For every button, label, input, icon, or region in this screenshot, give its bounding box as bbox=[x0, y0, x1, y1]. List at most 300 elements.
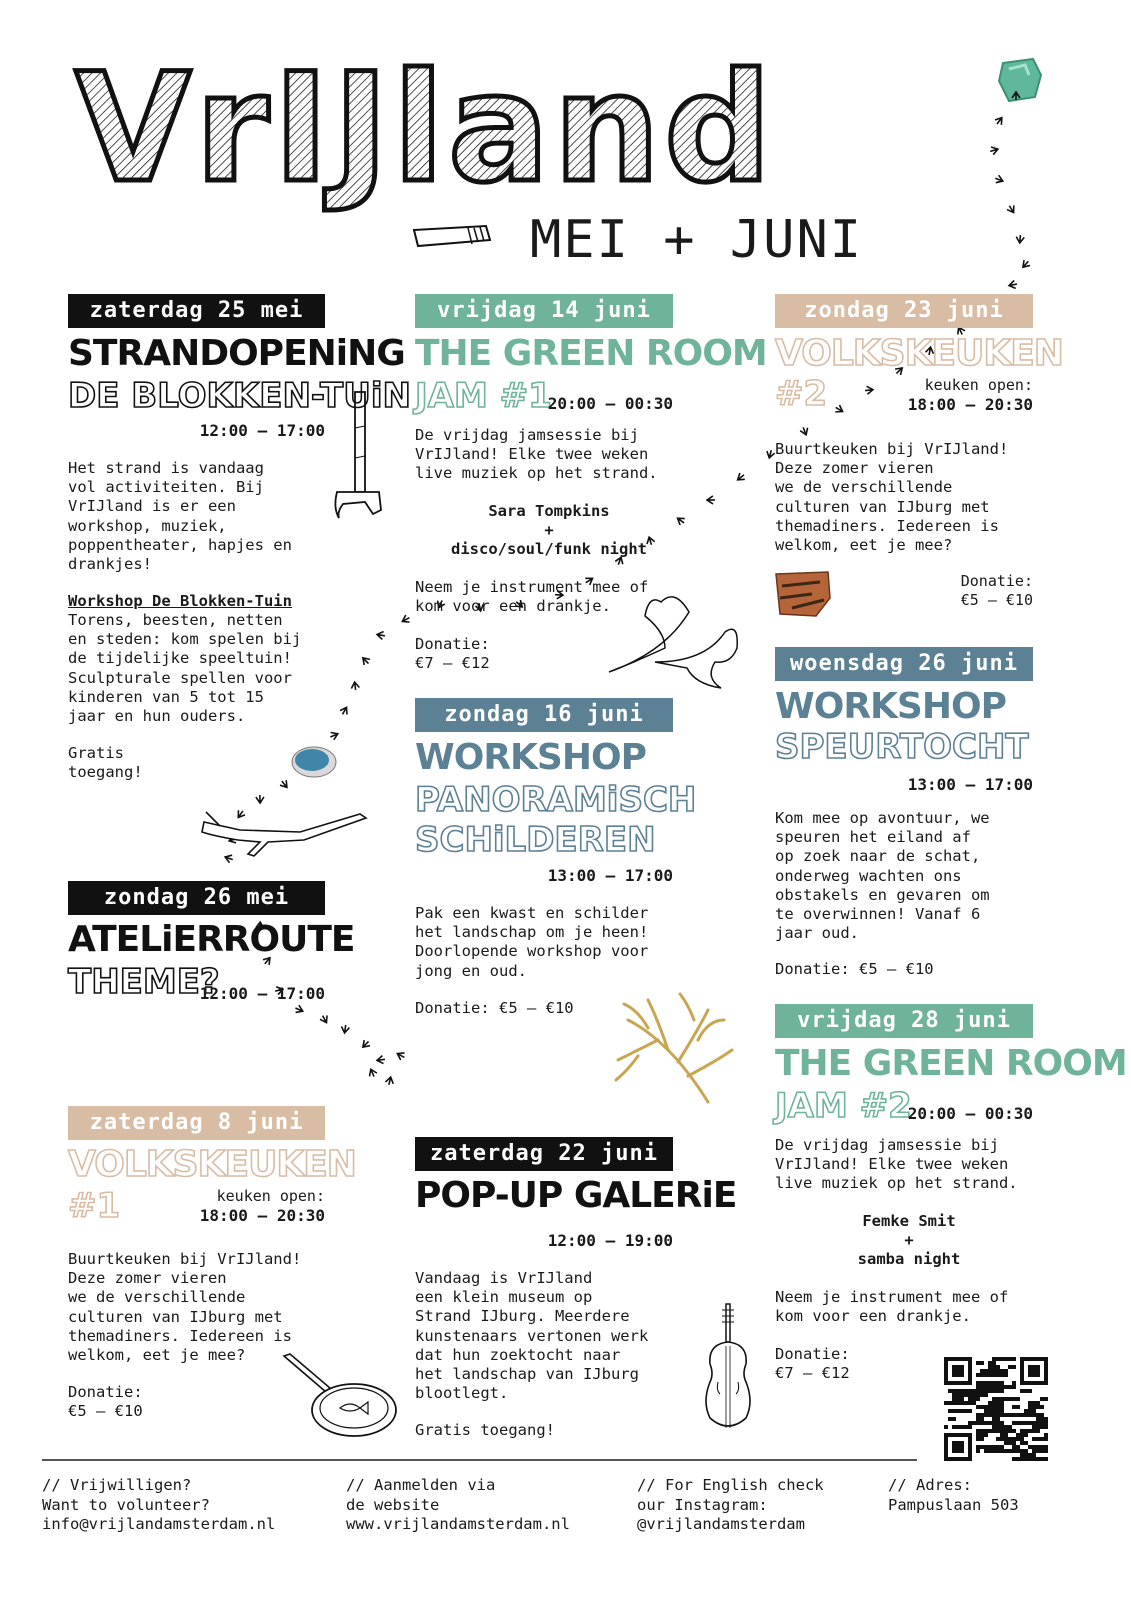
qr-module bbox=[1000, 1421, 1004, 1425]
qr-module bbox=[976, 1397, 980, 1401]
qr-module bbox=[996, 1373, 1000, 1377]
footprint-mark bbox=[339, 705, 350, 716]
qr-module bbox=[1000, 1397, 1004, 1401]
event-description: Pak een kwast en schilder het landschap om je heen! Doorlopende workshop voor jong en oud. bbox=[415, 904, 649, 980]
qr-module bbox=[1012, 1365, 1016, 1369]
qr-module bbox=[1040, 1413, 1044, 1417]
qr-module bbox=[1032, 1429, 1036, 1433]
qr-module bbox=[1040, 1457, 1044, 1461]
qr-module bbox=[1012, 1385, 1016, 1389]
qr-module bbox=[1024, 1421, 1028, 1425]
qr-module bbox=[1004, 1433, 1008, 1437]
event-time: 20:00 – 00:30 bbox=[907, 1104, 1033, 1123]
qr-module bbox=[992, 1361, 996, 1365]
qr-module bbox=[1040, 1425, 1044, 1429]
qr-module bbox=[952, 1389, 956, 1393]
event-subtitle: THEME? bbox=[68, 962, 220, 1002]
footprint-mark bbox=[994, 115, 1005, 126]
qr-module bbox=[1020, 1413, 1024, 1417]
qr-module bbox=[1016, 1437, 1020, 1441]
qr-module bbox=[1004, 1449, 1008, 1453]
qr-module bbox=[952, 1425, 956, 1429]
qr-module bbox=[996, 1445, 1000, 1449]
footer-instagram: // For English check our Instagram: @vrijlandamsterdam bbox=[637, 1476, 824, 1533]
qr-module bbox=[1036, 1425, 1040, 1429]
footprint-mark bbox=[735, 472, 746, 483]
qr-module bbox=[1044, 1445, 1048, 1449]
qr-module bbox=[1040, 1449, 1044, 1453]
qr-module bbox=[992, 1413, 996, 1417]
qr-module bbox=[1044, 1457, 1048, 1461]
qr-module bbox=[1000, 1425, 1004, 1429]
qr-module bbox=[1000, 1385, 1004, 1389]
qr-module bbox=[948, 1417, 952, 1421]
qr-module bbox=[1008, 1425, 1012, 1429]
qr-module bbox=[1032, 1405, 1036, 1409]
qr-module bbox=[968, 1393, 972, 1397]
qr-module bbox=[1032, 1425, 1036, 1429]
date-banner: vrijdag 28 juni bbox=[775, 1004, 1033, 1038]
qr-module bbox=[996, 1357, 1000, 1361]
qr-module bbox=[1032, 1457, 1036, 1461]
qr-module bbox=[956, 1401, 960, 1405]
qr-module bbox=[976, 1405, 980, 1409]
event-subtitle: #1 bbox=[68, 1186, 121, 1226]
footprint-mark bbox=[360, 1039, 371, 1050]
qr-module bbox=[1004, 1373, 1008, 1377]
qr-module bbox=[996, 1409, 1000, 1413]
qr-module bbox=[956, 1389, 960, 1393]
qr-module bbox=[980, 1373, 984, 1377]
qr-module bbox=[1008, 1449, 1012, 1453]
qr-module bbox=[996, 1381, 1000, 1385]
qr-module bbox=[1020, 1389, 1024, 1393]
qr-module bbox=[1012, 1441, 1016, 1445]
footprint-mark bbox=[329, 730, 339, 740]
footprint-mark bbox=[1008, 280, 1017, 289]
qr-module bbox=[992, 1385, 996, 1389]
qr-module bbox=[988, 1413, 992, 1417]
qr-module bbox=[1012, 1457, 1016, 1461]
stick-icon bbox=[200, 808, 370, 860]
qr-module bbox=[1036, 1413, 1040, 1417]
footprint-mark bbox=[765, 449, 775, 459]
qr-module bbox=[988, 1445, 992, 1449]
qr-module bbox=[1016, 1433, 1020, 1437]
qr-module bbox=[1028, 1389, 1032, 1393]
qr-module bbox=[1028, 1413, 1032, 1417]
qr-module bbox=[992, 1365, 996, 1369]
qr-module bbox=[1016, 1445, 1020, 1449]
logo-text: VrIJland bbox=[75, 42, 776, 216]
date-banner: zondag 16 juni bbox=[415, 698, 673, 732]
qr-module bbox=[1016, 1397, 1020, 1401]
event-time: 13:00 – 17:00 bbox=[907, 775, 1033, 794]
qr-module bbox=[1000, 1433, 1004, 1437]
qr-module bbox=[1004, 1369, 1008, 1373]
qr-module bbox=[1020, 1441, 1024, 1445]
qr-module bbox=[976, 1385, 980, 1389]
event-subtitle: DE BLOKKEN-TUiN bbox=[68, 376, 411, 416]
qr-module bbox=[956, 1393, 960, 1397]
event-subtitle: JAM #2 bbox=[775, 1086, 912, 1126]
qr-module bbox=[952, 1417, 956, 1421]
qr-module bbox=[956, 1409, 960, 1413]
qr-module bbox=[1012, 1413, 1016, 1417]
qr-module bbox=[1020, 1433, 1024, 1437]
qr-module bbox=[1020, 1437, 1024, 1441]
event-title: POP-UP GALERiE bbox=[415, 1175, 737, 1216]
qr-module bbox=[976, 1413, 980, 1417]
qr-module bbox=[972, 1393, 976, 1397]
qr-module bbox=[1024, 1441, 1028, 1445]
event-description: De vrijdag jamsessie bij VrIJland! Elke twee weken live muziek op het strand. bbox=[415, 426, 658, 483]
qr-module bbox=[996, 1413, 1000, 1417]
qr-module bbox=[1032, 1421, 1036, 1425]
qr-module bbox=[996, 1417, 1000, 1421]
footer-volunteer: // Vrijwilligen? Want to volunteer? info@vrijlandamsterdam.nl bbox=[42, 1476, 276, 1533]
qr-module bbox=[992, 1449, 996, 1453]
event-time: 20:00 – 00:30 bbox=[547, 394, 673, 413]
date-banner: woensdag 26 juni bbox=[775, 647, 1033, 681]
qr-module bbox=[1000, 1437, 1004, 1441]
violin-icon bbox=[700, 1302, 756, 1437]
qr-module bbox=[976, 1373, 980, 1377]
qr-module bbox=[960, 1397, 964, 1401]
date-banner: zondag 23 juni bbox=[775, 294, 1033, 328]
qr-module bbox=[972, 1421, 976, 1425]
qr-module bbox=[1000, 1409, 1004, 1413]
qr-module bbox=[1012, 1429, 1016, 1433]
qr-module bbox=[1000, 1405, 1004, 1409]
qr-module bbox=[1000, 1413, 1004, 1417]
qr-module bbox=[1036, 1401, 1040, 1405]
pan-icon bbox=[280, 1352, 410, 1440]
date-banner: vrijdag 14 juni bbox=[415, 294, 673, 328]
event-title: STRANDOPENiNG bbox=[68, 333, 405, 374]
qr-module bbox=[972, 1389, 976, 1393]
qr-module bbox=[968, 1425, 972, 1429]
qr-module bbox=[1008, 1441, 1012, 1445]
qr-module bbox=[980, 1437, 984, 1441]
qr-module bbox=[1044, 1425, 1048, 1429]
footprint-mark bbox=[1016, 235, 1025, 244]
footprint-mark bbox=[1006, 204, 1017, 215]
qr-module bbox=[1004, 1437, 1008, 1441]
qr-module bbox=[988, 1401, 992, 1405]
qr-module bbox=[1016, 1449, 1020, 1453]
qr-module bbox=[1032, 1449, 1036, 1453]
qr-module bbox=[964, 1401, 968, 1405]
kitchen-open-label: keuken open: bbox=[216, 1187, 325, 1205]
qr-module bbox=[1012, 1445, 1016, 1449]
event-description: Buurtkeuken bij VrIJland! Deze zomer vieren we de verschillende culturen van IJburg met themadiners. Iedereen is welkom, eet je mee? bbox=[775, 440, 1009, 555]
qr-module bbox=[948, 1409, 952, 1413]
qr-module bbox=[968, 1409, 972, 1413]
qr-module bbox=[976, 1389, 980, 1393]
qr-module bbox=[980, 1433, 984, 1437]
footprint-mark bbox=[279, 779, 290, 790]
footprint-mark bbox=[385, 1076, 395, 1086]
qr-module bbox=[1008, 1397, 1012, 1401]
qr-module bbox=[996, 1401, 1000, 1405]
qr-module bbox=[1040, 1445, 1044, 1449]
event-price: Gratis toegang! bbox=[68, 744, 143, 782]
qr-module bbox=[984, 1433, 988, 1437]
event-title: ATELiERROUTE bbox=[68, 919, 355, 960]
qr-module bbox=[992, 1401, 996, 1405]
event-time: 18:00 – 20:30 bbox=[199, 1206, 325, 1225]
qr-module bbox=[988, 1385, 992, 1389]
qr-module bbox=[984, 1373, 988, 1377]
qr-module bbox=[996, 1405, 1000, 1409]
event-subtitle: JAM #1 bbox=[415, 376, 552, 416]
qr-module bbox=[1000, 1401, 1004, 1405]
qr-module bbox=[1024, 1429, 1028, 1433]
qr-module bbox=[1008, 1429, 1012, 1433]
event-note: Neem je instrument mee of kom voor een drankje. bbox=[415, 578, 649, 616]
event-title: VOLKSKEUKEN bbox=[68, 1144, 356, 1185]
qr-module bbox=[1044, 1437, 1048, 1441]
qr-module bbox=[996, 1449, 1000, 1453]
qr-module bbox=[988, 1409, 992, 1413]
event-subtitle: #2 bbox=[775, 374, 828, 414]
qr-module bbox=[1008, 1365, 1012, 1369]
event-subtitle: PANORAMiSCH bbox=[415, 780, 697, 820]
event-price: Donatie: €5 – €10 bbox=[68, 1383, 143, 1421]
qr-module bbox=[1000, 1373, 1004, 1377]
qr-module bbox=[1032, 1409, 1036, 1413]
qr-module bbox=[980, 1429, 984, 1433]
qr-module bbox=[984, 1389, 988, 1393]
qr-module bbox=[1036, 1445, 1040, 1449]
qr-module bbox=[1028, 1401, 1032, 1405]
qr-module bbox=[976, 1381, 980, 1385]
stone-icon bbox=[290, 742, 338, 782]
event-lineup: Sara Tompkins + disco/soul/funk night bbox=[451, 502, 647, 559]
qr-module bbox=[1000, 1381, 1004, 1385]
qr-module bbox=[1016, 1413, 1020, 1417]
qr-module bbox=[1036, 1429, 1040, 1433]
event-title: WORKSHOP bbox=[415, 737, 646, 778]
qr-module bbox=[976, 1437, 980, 1441]
event-note: Neem je instrument mee of kom voor een drankje. bbox=[775, 1288, 1009, 1326]
event-description: Vandaag is VrIJland een klein museum op Strand IJburg. Meerdere kunstenaars vertonen werk dat hun zoektocht naar het landschap van IJburg blootlegt. bbox=[415, 1269, 649, 1403]
qr-module bbox=[952, 1393, 956, 1397]
qr-module bbox=[1032, 1445, 1036, 1449]
qr-module bbox=[960, 1393, 964, 1397]
qr-module bbox=[952, 1441, 964, 1453]
qr-module bbox=[1024, 1409, 1028, 1413]
qr-module bbox=[1016, 1457, 1020, 1461]
event-time: 12:00 – 17:00 bbox=[199, 421, 325, 440]
qr-module bbox=[968, 1401, 972, 1405]
qr-module bbox=[1012, 1381, 1016, 1385]
qr-module bbox=[1032, 1453, 1036, 1457]
qr-module bbox=[992, 1421, 996, 1425]
qr-module bbox=[984, 1393, 988, 1397]
event-price: Donatie: €7 – €12 bbox=[415, 635, 490, 673]
qr-module bbox=[964, 1389, 968, 1393]
qr-module bbox=[960, 1409, 964, 1413]
qr-module bbox=[992, 1397, 996, 1401]
event-time: 12:00 – 19:00 bbox=[547, 1231, 673, 1250]
qr-module bbox=[992, 1417, 996, 1421]
qr-module bbox=[988, 1389, 992, 1393]
qr-module bbox=[1044, 1397, 1048, 1401]
qr-module bbox=[948, 1401, 952, 1405]
qr-module bbox=[1024, 1389, 1028, 1393]
event-price: Donatie: €5 – €10 bbox=[415, 999, 574, 1017]
qr-module bbox=[976, 1417, 980, 1421]
qr-module bbox=[1028, 1429, 1032, 1433]
qr-module bbox=[1020, 1429, 1024, 1433]
event-description: Buurtkeuken bij VrIJland! Deze zomer vieren we de verschillende culturen van IJburg met themadiners. Iedereen is welkom, eet je mee? bbox=[68, 1250, 302, 1365]
qr-module bbox=[1012, 1405, 1016, 1409]
qr-module bbox=[1000, 1429, 1004, 1433]
event-title: WORKSHOP bbox=[775, 686, 1006, 727]
qr-module bbox=[996, 1437, 1000, 1441]
qr-code[interactable] bbox=[944, 1357, 1048, 1461]
qr-module bbox=[952, 1365, 964, 1377]
footprint-mark bbox=[1020, 259, 1031, 270]
qr-module bbox=[1028, 1453, 1032, 1457]
qr-module bbox=[1020, 1457, 1024, 1461]
footprint-mark bbox=[707, 496, 715, 504]
workshop-description: Torens, beesten, netten en steden: kom spelen bij de tijdelijke speeltuin! Sculpturale spellen voor kinderen van 5 tot 15 jaar en hun ouders. bbox=[68, 611, 302, 726]
footer-address: // Adres: Pampuslaan 503 bbox=[888, 1476, 1019, 1514]
footprint-mark bbox=[994, 174, 1004, 184]
qr-module bbox=[960, 1425, 964, 1429]
qr-module bbox=[1036, 1417, 1040, 1421]
qr-module bbox=[984, 1381, 988, 1385]
footprint-mark bbox=[400, 614, 411, 625]
qr-module bbox=[1000, 1449, 1004, 1453]
qr-module bbox=[976, 1433, 980, 1437]
qr-module bbox=[1020, 1421, 1024, 1425]
event-subtitle: SPEURTOCHT bbox=[775, 727, 1029, 767]
qr-module bbox=[1040, 1421, 1044, 1425]
qr-module bbox=[980, 1445, 984, 1449]
workshop-heading: Workshop De Blokken-Tuin bbox=[68, 592, 292, 610]
qr-module bbox=[1004, 1357, 1008, 1361]
event-time: 12:00 – 17:00 bbox=[199, 984, 325, 1003]
qr-module bbox=[1024, 1449, 1028, 1453]
footprint-mark bbox=[376, 1055, 385, 1064]
qr-module bbox=[1036, 1421, 1040, 1425]
qr-module bbox=[1028, 1457, 1032, 1461]
date-banner: zaterdag 22 juni bbox=[415, 1137, 673, 1171]
event-lineup: Femke Smit + samba night bbox=[857, 1212, 961, 1269]
event-time: 18:00 – 20:30 bbox=[907, 395, 1033, 414]
event-title: THE GREEN ROOM bbox=[415, 333, 767, 374]
event-subtitle: SCHiLDEREN bbox=[415, 820, 656, 860]
qr-module bbox=[984, 1385, 988, 1389]
date-banner: zondag 26 mei bbox=[68, 881, 325, 915]
event-description: Het strand is vandaag vol activiteiten. Bij VrIJland is er een workshop, muziek, poppentheater, hapjes en drankjes! bbox=[68, 459, 292, 574]
qr-module bbox=[984, 1421, 988, 1425]
qr-module bbox=[980, 1389, 984, 1393]
footprint-mark bbox=[351, 682, 360, 691]
qr-module bbox=[976, 1449, 980, 1453]
qr-module bbox=[988, 1449, 992, 1453]
qr-module bbox=[992, 1425, 996, 1429]
qr-module bbox=[996, 1429, 1000, 1433]
qr-module bbox=[972, 1397, 976, 1401]
qr-module bbox=[980, 1405, 984, 1409]
qr-module bbox=[1028, 1421, 1032, 1425]
event-time: 13:00 – 17:00 bbox=[547, 866, 673, 885]
qr-module bbox=[988, 1381, 992, 1385]
event-title: THE GREEN ROOM bbox=[775, 1043, 1127, 1084]
qr-module bbox=[1032, 1413, 1036, 1417]
footprint-mark bbox=[376, 631, 385, 640]
qr-module bbox=[952, 1409, 956, 1413]
footer-divider bbox=[42, 1459, 917, 1461]
qr-module bbox=[988, 1369, 992, 1373]
qr-module bbox=[988, 1405, 992, 1409]
qr-module bbox=[988, 1373, 992, 1377]
qr-module bbox=[1040, 1437, 1044, 1441]
qr-module bbox=[956, 1425, 960, 1429]
qr-module bbox=[980, 1421, 984, 1425]
qr-module bbox=[984, 1405, 988, 1409]
qr-module bbox=[980, 1369, 984, 1373]
event-price: Gratis toegang! bbox=[415, 1421, 555, 1439]
event-description: De vrijdag jamsessie bij VrIJland! Elke twee weken live muziek op het strand. bbox=[775, 1136, 1018, 1193]
qr-module bbox=[1008, 1437, 1012, 1441]
event-title: VOLKSKEUKEN bbox=[775, 333, 1063, 374]
subtitle: MEI + JUNI bbox=[530, 210, 864, 270]
qr-module bbox=[956, 1397, 960, 1401]
qr-module bbox=[984, 1449, 988, 1453]
qr-module bbox=[976, 1361, 980, 1365]
qr-module bbox=[984, 1409, 988, 1413]
qr-module bbox=[984, 1413, 988, 1417]
footprint-mark bbox=[360, 655, 371, 666]
qr-module bbox=[1032, 1437, 1036, 1441]
footprint-mark bbox=[989, 145, 999, 155]
qr-module bbox=[960, 1401, 964, 1405]
event-description: Kom mee op avontuur, we speuren het eiland af op zoek naar de schat, onderweg wachten ons obstakels en gevaren om te overwinnen! Vanaf 6 jaar oud. bbox=[775, 809, 990, 943]
qr-module bbox=[968, 1421, 972, 1425]
qr-module bbox=[980, 1413, 984, 1417]
qr-module bbox=[980, 1417, 984, 1421]
qr-module bbox=[1020, 1453, 1024, 1457]
qr-module bbox=[952, 1401, 956, 1405]
seaweed-icon bbox=[608, 990, 738, 1110]
qr-module bbox=[976, 1421, 980, 1425]
qr-module bbox=[1036, 1437, 1040, 1441]
footprint-mark bbox=[294, 1004, 305, 1015]
qr-module bbox=[976, 1429, 980, 1433]
event-price: Donatie: €5 – €10 bbox=[775, 960, 934, 978]
qr-module bbox=[1012, 1449, 1016, 1453]
qr-module bbox=[1000, 1445, 1004, 1449]
kitchen-open-label: keuken open: bbox=[924, 376, 1033, 394]
qr-module bbox=[1020, 1449, 1024, 1453]
qr-module bbox=[968, 1397, 972, 1401]
qr-module bbox=[996, 1369, 1000, 1373]
qr-module bbox=[1012, 1437, 1016, 1441]
qr-module bbox=[1004, 1441, 1008, 1445]
date-banner: zaterdag 25 mei bbox=[68, 294, 325, 328]
event-price: Donatie: €5 – €10 bbox=[960, 572, 1033, 609]
qr-module bbox=[1028, 1409, 1032, 1413]
qr-module bbox=[1004, 1413, 1008, 1417]
qr-module bbox=[1024, 1457, 1028, 1461]
qr-module bbox=[992, 1405, 996, 1409]
